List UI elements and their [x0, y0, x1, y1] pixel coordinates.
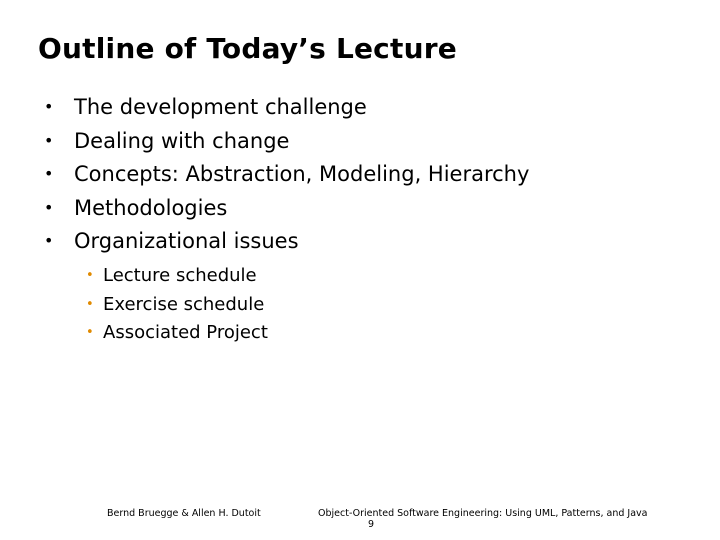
page-number: 9: [368, 519, 375, 530]
bullet-marker: •: [44, 130, 54, 150]
sub-bullet-item: [86, 321, 268, 350]
sub-bullet-item: [86, 293, 268, 322]
sub-bullet-text: Lecture schedule: [103, 265, 257, 286]
sub-bullet-text: Associated Project: [103, 322, 268, 343]
bullet-item: [44, 92, 529, 126]
bullet-item: [44, 126, 529, 160]
bullet-text: Methodologies: [74, 195, 228, 220]
sub-bullet-marker: •: [86, 325, 94, 340]
slide-title: Outline of Today’s Lecture: [38, 32, 457, 65]
bullet-text: Dealing with change: [74, 128, 290, 153]
bullet-item: [44, 226, 529, 260]
bullet-text: The development challenge: [74, 95, 367, 119]
bullet-marker: •: [44, 97, 54, 116]
footer-authors: Bernd Bruegge & Allen H. Dutoit: [107, 508, 261, 519]
sub-bullet-marker: •: [86, 268, 94, 283]
sub-bullet-list: [86, 264, 268, 350]
bullet-marker: •: [44, 197, 54, 217]
footer-book-title: Object-Oriented Software Engineering: Using UML, Patterns, and Java: [318, 508, 648, 519]
bullet-marker: •: [44, 164, 54, 183]
bullet-marker: •: [44, 231, 54, 250]
bullet-item: [44, 159, 529, 193]
bullet-text: Concepts: Abstraction, Modeling, Hierarchy: [74, 162, 530, 186]
sub-bullet-text: Exercise schedule: [103, 293, 265, 315]
sub-bullet-marker: •: [86, 296, 94, 312]
bullet-text: Organizational issues: [74, 229, 299, 253]
bullet-list: [44, 92, 529, 260]
bullet-item: [44, 193, 529, 227]
sub-bullet-item: [86, 264, 268, 293]
